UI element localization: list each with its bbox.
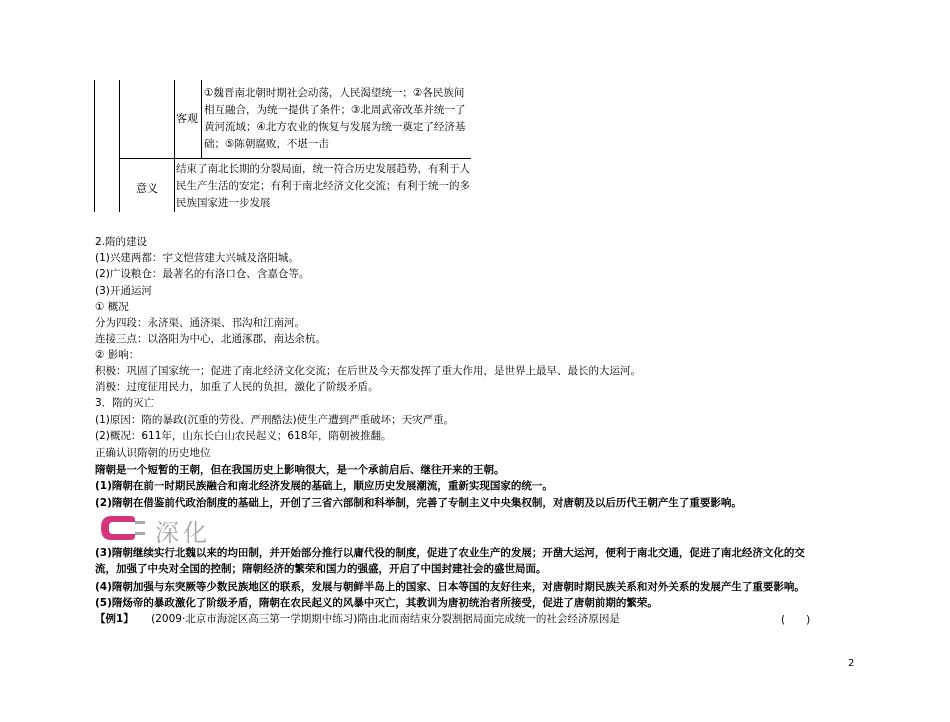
text-line: 隋朝是一个短暂的王朝，但在我国历史上影响很大，是一个承前启后、继往开来的王朝。: [95, 464, 505, 476]
text-line: 积极：巩固了国家统一；促进了南北经济文化交流；在后世及今天都发挥了重大作用，是世界上最早、最长的大运河。: [95, 365, 641, 377]
text-line: (3)隋朝继续实行北魏以来的均田制，并开始部分推行以庸代役的制度，促进了农业生产的发展；开凿大运河，便利于南北交通，促进了南北经济文化的交流，加强了中央对全国的控制；隋朝经济的繁荣和国力的强盛，开启了中国封建社会的盛世局面。: [95, 547, 805, 575]
page-number: 2: [848, 658, 855, 669]
text-line: (4)隋朝加强与东突厥等少数民族地区的联系，发展与朝鲜半岛上的国家、日本等国的友好往来，对唐朝时期民族关系和对外关系的发展产生了重要影响。: [95, 581, 805, 593]
deepen-logo: [97, 513, 257, 547]
example-label: 【例1】: [95, 613, 134, 625]
text-line: (1)原因：隋的暴政(沉重的劳役、严刑酷法)使生产遭到严重破坏；天灾严重。: [95, 414, 455, 426]
text-line: ② 影响：: [95, 349, 140, 361]
table-border-left: [94, 80, 95, 212]
deepen-logo-text: 深化: [155, 519, 211, 547]
text-line: 消极：过度征用民力，加重了人民的负担，激化了阶级矛盾。: [95, 381, 379, 393]
example-question: (2009·北京市海淀区高三第一学期期中练习)隋由北而南结束分裂割据局面完成统一的社会经济原因是: [151, 613, 620, 625]
answer-parentheses: ( ): [781, 614, 811, 626]
deepen-logo-mark-icon: [97, 513, 147, 543]
unification-table: [94, 80, 471, 212]
objective-label: 客观: [176, 112, 198, 125]
text-line: 连接三点：以洛阳为中心，北通涿郡，南达余杭。: [95, 333, 326, 345]
text-line: ① 概况: [95, 301, 129, 313]
text-line: (1)隋朝在前一时期民族融合和南北经济发展的基础上，顺应历史发展潮流，重新实现国家的统一。: [95, 480, 553, 492]
meaning-label: 意义: [136, 182, 158, 195]
objective-text: ①魏晋南北朝时期社会动荡，人民渴望统一；②各民族间相互融合，为统一提供了条件；③北周武帝改革并统一了黄河流域；④北方农业的恢复与发展为统一奠定了经济基础；⑤陈朝腐败，不堪一击: [204, 87, 466, 150]
meaning-text: 结束了南北长期的分裂局面，统一符合历史发展趋势，有利于人民生产生活的安定；有利于南北经济文化交流；有利于统一的多民族国家进一步发展: [176, 163, 470, 209]
text-line: (1)兴建两都：宇文恺营建大兴城及洛阳城。: [95, 252, 299, 264]
text-line: (5)隋炀帝的暴政激化了阶级矛盾，隋朝在农民起义的风暴中灭亡，其教训为唐初统治者所接受，促进了唐朝前期的繁荣。: [95, 597, 658, 609]
text-line: 分为四段：永济渠、通济渠、邗沟和江南河。: [95, 317, 305, 329]
text-line: (3)开通运河: [95, 285, 152, 297]
text-line: (2)隋朝在借鉴前代政治制度的基础上，开创了三省六部制和科举制，完善了专制主义中央集权制，对唐朝及以后历代王朝产生了重要影响。: [95, 497, 742, 509]
table-border-inner-1: [119, 80, 120, 212]
example-1: [95, 612, 620, 626]
section-sui-fall: 3．隋的灭亡: [95, 397, 155, 409]
text-line: 正确认识隋朝的历史地位: [95, 447, 211, 459]
table-row-divider: [119, 158, 471, 159]
text-line: (2)广设粮仓：最著名的有洛口仓、含嘉仓等。: [95, 268, 310, 280]
table-border-inner-2: [174, 80, 175, 212]
table-border-inner-3: [201, 80, 202, 158]
section-sui-construction: 2.隋的建设: [95, 236, 148, 248]
text-line: (2)概况：611年，山东长白山农民起义；618年，隋朝被推翻。: [95, 430, 392, 442]
